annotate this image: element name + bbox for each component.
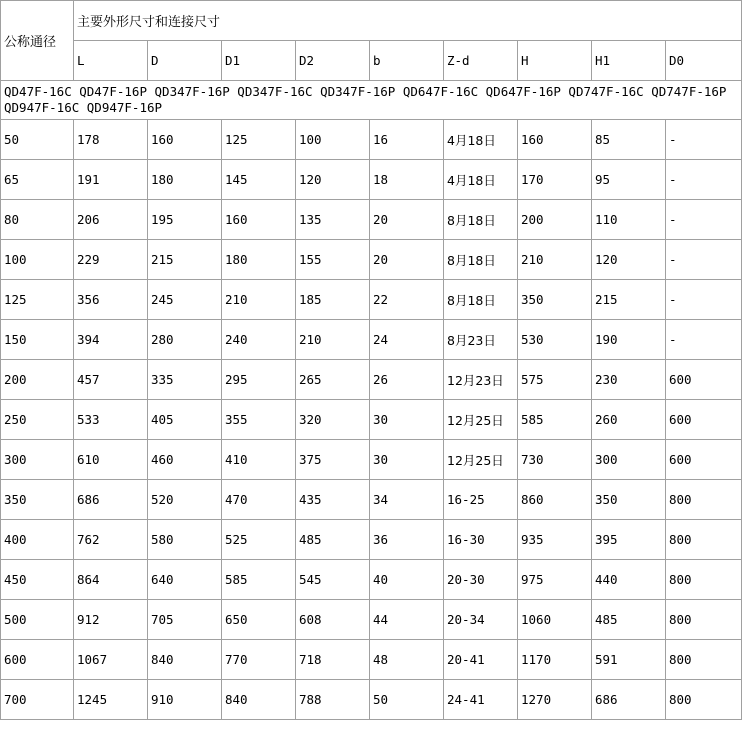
- column-header-z-d: Z-d: [444, 41, 518, 81]
- cell-b: 48: [370, 640, 444, 680]
- cell-d2: 375: [296, 440, 370, 480]
- cell-nominal-diameter: 500: [1, 600, 74, 640]
- cell-d: 840: [148, 640, 222, 680]
- cell-l: 206: [74, 200, 148, 240]
- cell-d2: 788: [296, 680, 370, 720]
- table-row: [1, 520, 742, 560]
- table-row: [1, 120, 742, 160]
- cell-l: 191: [74, 160, 148, 200]
- cell-d0: 800: [666, 480, 742, 520]
- cell-b: 40: [370, 560, 444, 600]
- cell-d1: 145: [222, 160, 296, 200]
- cell-h: 170: [518, 160, 592, 200]
- cell-h: 160: [518, 120, 592, 160]
- table-row: [1, 680, 742, 720]
- cell-h: 585: [518, 400, 592, 440]
- cell-h1: 120: [592, 240, 666, 280]
- cell-d2: 485: [296, 520, 370, 560]
- table-row: [1, 360, 742, 400]
- cell-h: 975: [518, 560, 592, 600]
- cell-z-d: 8月23日: [444, 320, 518, 360]
- table-row: [1, 200, 742, 240]
- cell-z-d: 4月18日: [444, 120, 518, 160]
- cell-d: 705: [148, 600, 222, 640]
- cell-h1: 300: [592, 440, 666, 480]
- cell-d1: 295: [222, 360, 296, 400]
- cell-l: 457: [74, 360, 148, 400]
- cell-b: 20: [370, 200, 444, 240]
- cell-l: 178: [74, 120, 148, 160]
- cell-d0: -: [666, 320, 742, 360]
- cell-b: 50: [370, 680, 444, 720]
- main-dimensions-header: 主要外形尺寸和连接尺寸: [74, 1, 742, 41]
- cell-d1: 470: [222, 480, 296, 520]
- cell-nominal-diameter: 700: [1, 680, 74, 720]
- table-row: [1, 240, 742, 280]
- table-row: [1, 560, 742, 600]
- cell-h1: 215: [592, 280, 666, 320]
- cell-nominal-diameter: 150: [1, 320, 74, 360]
- cell-z-d: 8月18日: [444, 240, 518, 280]
- cell-d2: 718: [296, 640, 370, 680]
- cell-d1: 160: [222, 200, 296, 240]
- cell-h1: 485: [592, 600, 666, 640]
- cell-d1: 410: [222, 440, 296, 480]
- cell-b: 36: [370, 520, 444, 560]
- cell-l: 610: [74, 440, 148, 480]
- cell-nominal-diameter: 600: [1, 640, 74, 680]
- cell-h1: 591: [592, 640, 666, 680]
- cell-d: 460: [148, 440, 222, 480]
- cell-h1: 110: [592, 200, 666, 240]
- cell-h1: 686: [592, 680, 666, 720]
- cell-h1: 260: [592, 400, 666, 440]
- cell-d: 215: [148, 240, 222, 280]
- cell-d0: -: [666, 240, 742, 280]
- cell-nominal-diameter: 450: [1, 560, 74, 600]
- nominal-diameter-header: 公称通径: [1, 1, 74, 81]
- cell-z-d: 20-41: [444, 640, 518, 680]
- cell-d2: 210: [296, 320, 370, 360]
- column-header-h1: H1: [592, 41, 666, 81]
- column-header-d1: D1: [222, 41, 296, 81]
- cell-d1: 525: [222, 520, 296, 560]
- cell-l: 762: [74, 520, 148, 560]
- cell-h1: 85: [592, 120, 666, 160]
- cell-d1: 585: [222, 560, 296, 600]
- cell-nominal-diameter: 300: [1, 440, 74, 480]
- column-header-b: b: [370, 41, 444, 81]
- cell-h1: 395: [592, 520, 666, 560]
- cell-z-d: 12月25日: [444, 400, 518, 440]
- cell-b: 30: [370, 440, 444, 480]
- cell-d1: 125: [222, 120, 296, 160]
- cell-d1: 210: [222, 280, 296, 320]
- cell-d2: 545: [296, 560, 370, 600]
- cell-z-d: 20-30: [444, 560, 518, 600]
- cell-nominal-diameter: 250: [1, 400, 74, 440]
- cell-l: 864: [74, 560, 148, 600]
- cell-d0: 600: [666, 360, 742, 400]
- cell-b: 20: [370, 240, 444, 280]
- cell-d: 640: [148, 560, 222, 600]
- cell-h: 350: [518, 280, 592, 320]
- cell-h1: 190: [592, 320, 666, 360]
- cell-d0: 800: [666, 640, 742, 680]
- table-row: [1, 160, 742, 200]
- cell-d0: -: [666, 200, 742, 240]
- cell-h: 210: [518, 240, 592, 280]
- cell-nominal-diameter: 350: [1, 480, 74, 520]
- cell-z-d: 24-41: [444, 680, 518, 720]
- cell-l: 229: [74, 240, 148, 280]
- cell-nominal-diameter: 65: [1, 160, 74, 200]
- cell-d2: 155: [296, 240, 370, 280]
- table-row: [1, 640, 742, 680]
- cell-d2: 100: [296, 120, 370, 160]
- cell-h1: 230: [592, 360, 666, 400]
- cell-d0: 800: [666, 680, 742, 720]
- cell-z-d: 16-30: [444, 520, 518, 560]
- cell-nominal-diameter: 80: [1, 200, 74, 240]
- cell-d0: -: [666, 280, 742, 320]
- cell-b: 18: [370, 160, 444, 200]
- cell-l: 1067: [74, 640, 148, 680]
- cell-d: 180: [148, 160, 222, 200]
- cell-d2: 120: [296, 160, 370, 200]
- cell-l: 912: [74, 600, 148, 640]
- cell-l: 356: [74, 280, 148, 320]
- cell-d: 910: [148, 680, 222, 720]
- cell-d1: 240: [222, 320, 296, 360]
- cell-d0: 800: [666, 560, 742, 600]
- cell-h: 860: [518, 480, 592, 520]
- cell-h: 1270: [518, 680, 592, 720]
- header-row-top: [1, 1, 742, 41]
- cell-nominal-diameter: 400: [1, 520, 74, 560]
- cell-d: 280: [148, 320, 222, 360]
- cell-nominal-diameter: 100: [1, 240, 74, 280]
- cell-h: 1060: [518, 600, 592, 640]
- cell-b: 44: [370, 600, 444, 640]
- cell-z-d: 20-34: [444, 600, 518, 640]
- table-row: [1, 320, 742, 360]
- cell-d1: 355: [222, 400, 296, 440]
- cell-d0: 800: [666, 600, 742, 640]
- column-header-l: L: [74, 41, 148, 81]
- cell-d2: 265: [296, 360, 370, 400]
- cell-d1: 770: [222, 640, 296, 680]
- column-header-h: H: [518, 41, 592, 81]
- cell-l: 686: [74, 480, 148, 520]
- cell-l: 533: [74, 400, 148, 440]
- cell-d: 580: [148, 520, 222, 560]
- cell-d: 245: [148, 280, 222, 320]
- table-row: [1, 280, 742, 320]
- column-header-d2: D2: [296, 41, 370, 81]
- cell-h: 200: [518, 200, 592, 240]
- cell-h: 1170: [518, 640, 592, 680]
- cell-h: 935: [518, 520, 592, 560]
- cell-b: 30: [370, 400, 444, 440]
- cell-d: 160: [148, 120, 222, 160]
- model-list-row: [1, 81, 742, 120]
- cell-d1: 180: [222, 240, 296, 280]
- table-row: [1, 480, 742, 520]
- cell-z-d: 16-25: [444, 480, 518, 520]
- cell-d0: -: [666, 120, 742, 160]
- cell-b: 22: [370, 280, 444, 320]
- cell-b: 24: [370, 320, 444, 360]
- cell-b: 34: [370, 480, 444, 520]
- cell-b: 16: [370, 120, 444, 160]
- cell-d: 335: [148, 360, 222, 400]
- cell-z-d: 12月23日: [444, 360, 518, 400]
- cell-l: 1245: [74, 680, 148, 720]
- cell-nominal-diameter: 50: [1, 120, 74, 160]
- cell-h1: 95: [592, 160, 666, 200]
- cell-d2: 135: [296, 200, 370, 240]
- cell-h: 575: [518, 360, 592, 400]
- table-row: [1, 400, 742, 440]
- cell-z-d: 8月18日: [444, 200, 518, 240]
- cell-d: 520: [148, 480, 222, 520]
- cell-d2: 185: [296, 280, 370, 320]
- cell-z-d: 8月18日: [444, 280, 518, 320]
- column-header-d: D: [148, 41, 222, 81]
- cell-h: 730: [518, 440, 592, 480]
- cell-d1: 840: [222, 680, 296, 720]
- cell-h1: 350: [592, 480, 666, 520]
- cell-b: 26: [370, 360, 444, 400]
- model-list: QD47F-16C QD47F-16P QD347F-16P QD347F-16C QD347F-16P QD647F-16C QD647F-16P QD747F-16C QD747F-16P QD947F-16C QD947F-16P: [1, 81, 742, 120]
- cell-d2: 435: [296, 480, 370, 520]
- cell-d0: 600: [666, 400, 742, 440]
- table-row: [1, 440, 742, 480]
- cell-d1: 650: [222, 600, 296, 640]
- cell-z-d: 12月25日: [444, 440, 518, 480]
- cell-l: 394: [74, 320, 148, 360]
- cell-d: 195: [148, 200, 222, 240]
- cell-h: 530: [518, 320, 592, 360]
- column-header-d0: D0: [666, 41, 742, 81]
- cell-nominal-diameter: 200: [1, 360, 74, 400]
- cell-d: 405: [148, 400, 222, 440]
- cell-d2: 608: [296, 600, 370, 640]
- cell-d0: 800: [666, 520, 742, 560]
- cell-d0: -: [666, 160, 742, 200]
- cell-nominal-diameter: 125: [1, 280, 74, 320]
- column-header-row: [1, 41, 742, 81]
- table-row: [1, 600, 742, 640]
- cell-d0: 600: [666, 440, 742, 480]
- cell-d2: 320: [296, 400, 370, 440]
- cell-z-d: 4月18日: [444, 160, 518, 200]
- cell-h1: 440: [592, 560, 666, 600]
